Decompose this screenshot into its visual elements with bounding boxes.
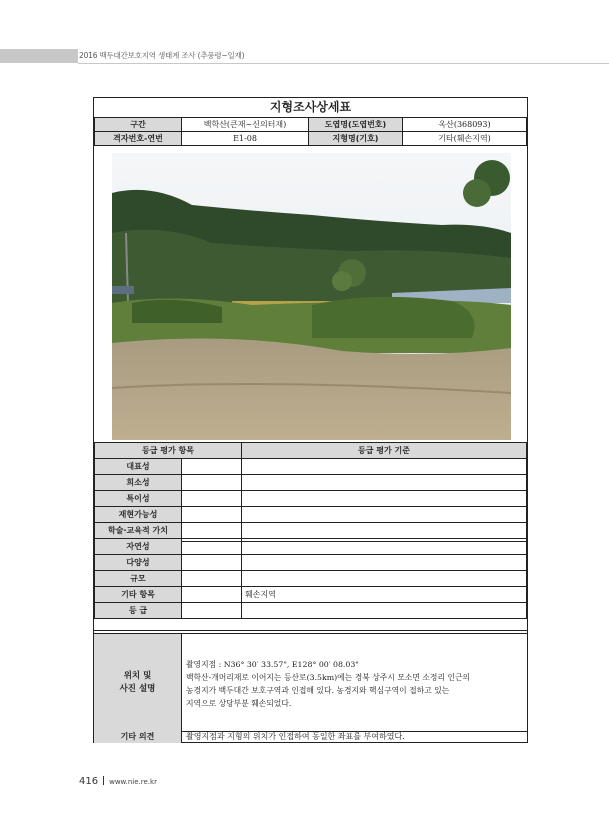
map-label: 도엽명(도엽번호) xyxy=(309,118,403,132)
eval-label: 대표성 xyxy=(95,459,182,475)
eval-criteria xyxy=(242,523,527,539)
eval-criteria xyxy=(242,475,527,491)
eval-criteria xyxy=(242,459,527,475)
description-line: 농경지가 백두대간 보호구역과 인접해 있다. 농경지와 핵심구역이 접하고 있는 xyxy=(186,686,450,695)
section-value: 백학산(큰재~신의터재) xyxy=(182,118,309,132)
grid-label: 격자번호-연번 xyxy=(95,132,182,146)
location-description xyxy=(186,658,521,710)
etc-section xyxy=(94,730,527,743)
survey-form xyxy=(93,97,528,743)
location-label-line1: 위치 및 xyxy=(123,670,152,681)
section-label: 구간 xyxy=(95,118,182,132)
eval-criteria xyxy=(242,507,527,523)
eval-head-item: 등급 평가 항목 xyxy=(95,443,242,459)
description-line: 백학산-개머리재로 이어지는 등산로(3.5km)에는 경북 상주시 모소면 소정리 인근의 xyxy=(186,673,471,682)
eval-label: 특이성 xyxy=(95,491,182,507)
eval-label: 기타 항목 xyxy=(95,587,182,603)
eval-criteria xyxy=(242,603,527,619)
eval-label: 규모 xyxy=(95,571,182,587)
eval-label: 등 급 xyxy=(95,603,182,619)
photo-coordinates: 촬영지점 : N36° 30′ 33.57", E128° 00′ 08.03" xyxy=(186,660,359,669)
site-photo xyxy=(112,153,511,440)
eval-grade xyxy=(182,587,242,603)
eval-label: 재현가능성 xyxy=(95,507,182,523)
landform-value: 기타(훼손지역) xyxy=(403,132,527,146)
eval-row xyxy=(95,475,527,491)
eval-row xyxy=(95,603,527,619)
eval-row xyxy=(95,491,527,507)
location-label xyxy=(94,634,182,731)
page-footer xyxy=(79,776,157,787)
evaluation-table xyxy=(94,442,527,619)
eval-grade xyxy=(182,603,242,619)
location-section xyxy=(94,633,527,732)
page-number: 416 xyxy=(79,776,99,787)
description-line: 지역으로 상당부분 훼손되었다. xyxy=(186,699,292,708)
eval-label: 다양성 xyxy=(95,555,182,571)
eval-criteria xyxy=(242,491,527,507)
eval-head-criteria: 등급 평가 기준 xyxy=(242,443,527,459)
map-value: 옥산(368093) xyxy=(403,118,527,132)
eval-criteria: 훼손지역 xyxy=(242,587,527,603)
eval-grade xyxy=(182,539,242,555)
eval-row xyxy=(95,459,527,475)
eval-row xyxy=(95,539,527,555)
eval-criteria xyxy=(242,555,527,571)
eval-grade xyxy=(182,507,242,523)
site-url: www.nie.re.kr xyxy=(109,778,157,786)
eval-label: 학술·교육적 가치 xyxy=(95,523,182,539)
eval-row xyxy=(95,507,527,523)
header-band xyxy=(0,49,78,63)
eval-label: 자연성 xyxy=(95,539,182,555)
eval-row xyxy=(95,555,527,571)
eval-row xyxy=(95,571,527,587)
etc-text: 촬영지점과 지형의 위치가 인접하여 동일한 좌표를 부여하였다. xyxy=(186,732,405,741)
running-title: 2016 백두대간보호지역 생태계 조사 (추풍령~일재) xyxy=(79,51,245,60)
header-rule xyxy=(78,63,609,64)
etc-label: 기타 의견 xyxy=(94,730,182,743)
location-label-line2: 사진 설명 xyxy=(119,683,156,694)
eval-grade xyxy=(182,459,242,475)
grid-value: E1-08 xyxy=(182,132,309,146)
eval-criteria xyxy=(242,571,527,587)
footer-divider xyxy=(103,776,104,785)
eval-criteria xyxy=(242,539,527,555)
eval-row xyxy=(95,587,527,603)
info-table xyxy=(94,117,527,146)
eval-label: 희소성 xyxy=(95,475,182,491)
eval-row xyxy=(95,523,527,539)
landform-label: 지형명(기호) xyxy=(309,132,403,146)
eval-grade xyxy=(182,571,242,587)
eval-grade xyxy=(182,523,242,539)
eval-grade xyxy=(182,491,242,507)
eval-grade xyxy=(182,475,242,491)
eval-grade xyxy=(182,555,242,571)
form-title: 지형조사상세표 xyxy=(94,98,527,118)
